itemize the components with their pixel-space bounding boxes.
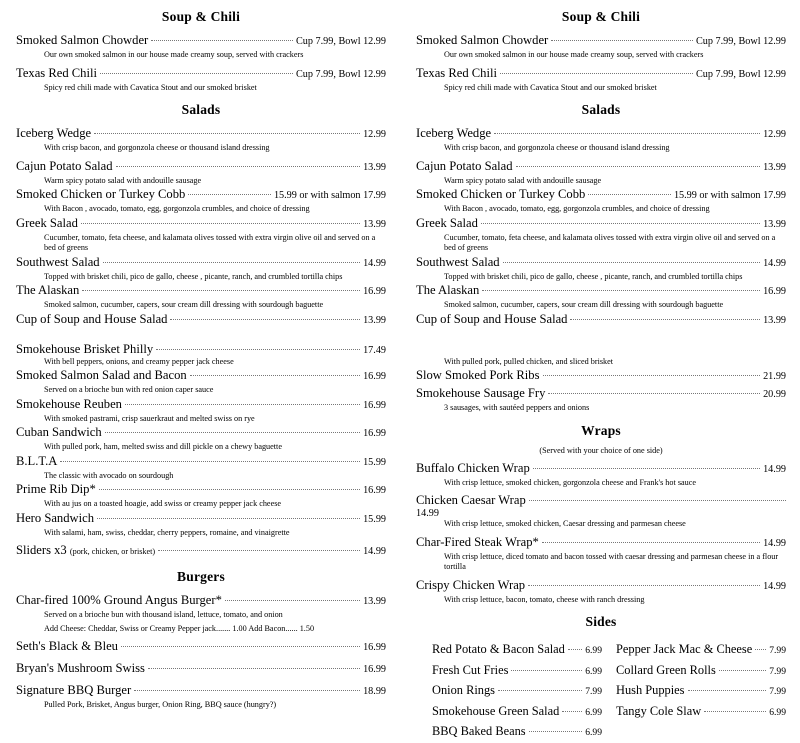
- dot-leader: [81, 222, 360, 224]
- item-name: Cajun Potato Salad: [16, 158, 113, 173]
- item-description: Our own smoked salmon in our house made creamy soup, served with crackers: [44, 50, 304, 59]
- item-name: Southwest Salad: [16, 254, 100, 269]
- section-soup-and-chili-left: [16, 9, 386, 93]
- item-description: With crisp lettuce, smoked chicken, Caesar dressing and parmesan cheese: [444, 519, 686, 528]
- item-name: Char-Fired Steak Wrap*: [416, 534, 539, 549]
- dot-leader: [190, 374, 360, 376]
- side-name: Hush Puppies: [616, 683, 685, 697]
- item-name: Cuban Sandwich: [16, 425, 102, 439]
- item-description: Warm spicy potato salad with andouille sausage: [444, 175, 602, 185]
- side-item[interactable]: [432, 661, 602, 682]
- item-price: Cup 7.99, Bowl 12.99: [296, 36, 386, 47]
- item-description: Cucumber, tomato, feta cheese, and kalamata olives tossed with extra virgin olive oil and served on a bed of greens: [444, 232, 776, 252]
- menu-item[interactable]: [416, 385, 786, 414]
- dot-leader: [482, 289, 760, 291]
- item-name: Cajun Potato Salad: [416, 158, 513, 173]
- dot-leader: [503, 261, 760, 263]
- dot-leader: [125, 403, 360, 405]
- menu-item[interactable]: [416, 158, 786, 187]
- dot-leader: [704, 710, 766, 712]
- dot-leader: [562, 710, 582, 712]
- item-name: Smoked Salmon Chowder: [16, 33, 149, 47]
- dot-leader: [116, 165, 361, 167]
- menu-item[interactable]: [416, 32, 786, 61]
- item-name: Prime Rib Dip*: [16, 482, 96, 496]
- item-name: Bryan's Mushroom Swiss: [16, 661, 145, 675]
- item-description: With crisp lettuce, diced tomato and bacon tossed with caesar dressing and parmesan cheese in a flour tortilla: [444, 551, 779, 571]
- item-description: Our own smoked salmon in our house made creamy soup, served with crackers: [444, 50, 704, 59]
- dot-leader: [529, 499, 786, 501]
- side-item[interactable]: [432, 681, 602, 702]
- item-name: The Alaskan: [416, 283, 480, 297]
- menu-item[interactable]: [416, 254, 786, 283]
- section-burgers: [16, 569, 386, 711]
- dot-leader: [134, 689, 360, 691]
- dot-leader: [755, 648, 766, 650]
- dot-leader: [516, 165, 761, 167]
- menu-item[interactable]: [16, 453, 386, 482]
- item-price: 13.99: [763, 218, 786, 230]
- item-description: With au jus on a toasted hoagie, add swiss or creamy pepper jack cheese: [44, 499, 282, 508]
- section-title: Sides: [585, 614, 617, 629]
- menu-item[interactable]: [16, 282, 386, 311]
- dot-leader: [225, 599, 360, 601]
- item-name: B.L.T.A: [16, 453, 58, 468]
- item-price: 16.99: [763, 286, 786, 297]
- item-name: Char-fired 100% Ground Angus Burger*: [16, 593, 222, 607]
- menu-item[interactable]: [416, 186, 786, 215]
- menu-item[interactable]: [16, 254, 386, 283]
- item-price: 16.99: [363, 399, 386, 411]
- item-name: Greek Salad: [416, 215, 478, 230]
- item-price: 20.99: [763, 389, 786, 400]
- dot-leader: [481, 222, 760, 224]
- section-title: Soup & Chili: [561, 9, 641, 24]
- side-price: 7.99: [769, 686, 786, 697]
- menu-item[interactable]: [16, 396, 386, 425]
- menu-item[interactable]: [16, 660, 386, 678]
- sliders-label: Sliders x3: [16, 543, 67, 557]
- dot-leader: [528, 584, 760, 586]
- side-name: Fresh Cut Fries: [432, 662, 509, 677]
- item-price: 13.99: [763, 314, 786, 326]
- item-price: 16.99: [363, 428, 386, 439]
- section-sides: [416, 614, 786, 743]
- dot-leader: [151, 39, 293, 41]
- side-item[interactable]: [432, 722, 602, 743]
- side-name: BBQ Baked Beans: [432, 724, 526, 738]
- item-description: With pulled pork, ham, melted swiss and dill pickle on a chewy baguette: [44, 442, 282, 451]
- section-soup-and-chili-right: [416, 9, 786, 93]
- item-name: Smokehouse Sausage Fry: [416, 386, 546, 400]
- side-item[interactable]: [616, 640, 786, 661]
- item-name: Southwest Salad: [416, 254, 500, 269]
- item-price: Cup 7.99, Bowl 12.99: [696, 36, 786, 47]
- item-description: With smoked pastrami, crisp sauerkraut and melted swiss on rye: [44, 413, 255, 423]
- item-name: Iceberg Wedge: [416, 126, 492, 140]
- item-price: 12.99: [363, 129, 386, 140]
- menu-item[interactable]: [16, 32, 386, 61]
- item-price: 16.99: [363, 642, 386, 653]
- item-name: Texas Red Chili: [416, 65, 497, 80]
- menu-item[interactable]: [416, 367, 786, 385]
- item-description: Warm spicy potato salad with andouille sausage: [44, 175, 202, 185]
- item-description: Pulled Pork, Brisket, Angus burger, Onion Ring, BBQ sauce (hungry?): [44, 700, 277, 709]
- item-description: Spicy red chili made with Cavatica Stout and our smoked brisket: [44, 82, 257, 92]
- menu-item[interactable]: [416, 65, 786, 94]
- item-name: Smokehouse Reuben: [16, 396, 122, 411]
- section-title: Burgers: [177, 569, 225, 584]
- item-name: Smoked Chicken or Turkey Cobb: [16, 187, 186, 201]
- menu-item[interactable]: [16, 311, 386, 329]
- item-description: With crisp bacon, and gorgonzola cheese or thousand island dressing: [44, 143, 270, 152]
- menu-item[interactable]: [16, 510, 386, 539]
- side-item[interactable]: [432, 702, 602, 723]
- menu-item[interactable]: [16, 682, 386, 711]
- item-description: Topped with brisket chili, pico de gallo, cheese , picante, ranch, and crumbled tortilla chips: [44, 271, 343, 281]
- side-name: Collard Green Rolls: [616, 662, 716, 677]
- menu-item[interactable]: [416, 215, 786, 254]
- item-name: Iceberg Wedge: [16, 126, 92, 140]
- dot-leader: [158, 549, 360, 551]
- dot-leader: [105, 431, 360, 433]
- item-description: With salami, ham, swiss, cheddar, cherry peppers, romaine, and vinaigrette: [44, 527, 290, 537]
- item-price: 13.99: [363, 161, 386, 173]
- section-sandwiches-left: [16, 341, 386, 561]
- item-price: Cup 7.99, Bowl 12.99: [296, 68, 386, 80]
- side-price: 7.99: [585, 686, 602, 697]
- item-description: Smoked salmon, cucumber, capers, sour cream dill dressing with sourdough baguette: [44, 300, 324, 309]
- sides-column-two: [616, 640, 786, 743]
- menu-item[interactable]: [16, 638, 386, 656]
- menu-item[interactable]: [16, 215, 386, 254]
- side-price: 6.99: [585, 706, 602, 718]
- item-name: Buffalo Chicken Wrap: [416, 460, 530, 475]
- dot-leader: [60, 460, 360, 462]
- item-name: Cup of Soup and House Salad: [16, 311, 168, 326]
- dot-leader: [148, 667, 360, 669]
- item-price: 16.99: [363, 485, 386, 496]
- dot-leader: [188, 193, 271, 195]
- item-description: Served on a brioche bun with red onion caper sauce: [44, 385, 214, 394]
- side-price: 6.99: [585, 727, 602, 738]
- item-price: 16.99: [363, 371, 386, 382]
- item-price: 14.99: [763, 580, 786, 592]
- menu-item[interactable]: [16, 367, 386, 396]
- item-price: 13.99: [763, 161, 786, 173]
- side-name: Smokehouse Green Salad: [432, 703, 560, 718]
- item-description: Cucumber, tomato, feta cheese, and kalamata olives tossed with extra virgin olive oil and served on a bed of greens: [44, 232, 376, 252]
- section-note: (Served with your choice of one side): [539, 445, 663, 455]
- item-name: Smokehouse Brisket Philly: [16, 341, 154, 356]
- dot-leader: [533, 467, 760, 469]
- item-name: Smoked Salmon Salad and Bacon: [16, 368, 187, 382]
- item-description: The classic with avocado on sourdough: [44, 470, 174, 480]
- item-price: 13.99: [363, 596, 386, 607]
- menu-item[interactable]: [416, 460, 786, 489]
- menu-item[interactable]: [16, 158, 386, 187]
- item-price: 14.99: [416, 508, 439, 519]
- item-name: Cup of Soup and House Salad: [416, 311, 568, 326]
- side-price: 6.99: [769, 706, 786, 718]
- dot-leader: [100, 72, 293, 74]
- dot-leader: [94, 132, 360, 134]
- dot-leader: [156, 348, 360, 350]
- item-price: 14.99: [763, 463, 786, 475]
- menu-item[interactable]: [16, 424, 386, 453]
- item-price: 21.99: [763, 371, 786, 382]
- section-salads-left: [16, 102, 386, 329]
- item-price: 15.99: [363, 513, 386, 525]
- menu-item-clipped[interactable]: [16, 341, 386, 357]
- dot-leader: [511, 669, 582, 671]
- dot-leader: [570, 318, 760, 320]
- item-description: With crisp bacon, and gorgonzola cheese or thousand island dressing: [444, 143, 670, 152]
- item-name: Chicken Caesar Wrap: [416, 493, 526, 507]
- dot-leader: [568, 648, 582, 650]
- menu-item[interactable]: [16, 125, 386, 154]
- item-addons: Add Cheese: Cheddar, Swiss or Creamy Pepper jack....... 1.00 Add Bacon...... 1.50: [44, 623, 315, 633]
- item-price: 15.99: [363, 456, 386, 468]
- item-name: Signature BBQ Burger: [16, 683, 132, 697]
- item-price: 14.99: [763, 257, 786, 269]
- dot-leader: [121, 645, 360, 647]
- item-description: Served on a brioche bun with thousand island, lettuce, tomato, and onion: [44, 610, 283, 619]
- menu-item[interactable]: [416, 492, 786, 530]
- section-title: Salads: [181, 102, 221, 117]
- item-description: With crisp lettuce, bacon, tomato, cheese with ranch dressing: [444, 594, 645, 604]
- item-description: With bell peppers, onions, and creamy pepper jack cheese: [44, 356, 234, 366]
- section-title: Wraps: [581, 422, 621, 438]
- dot-leader: [99, 488, 360, 490]
- item-description: 3 sausages, with sautéed peppers and onions: [444, 403, 590, 412]
- side-price: 7.99: [769, 645, 786, 656]
- side-item[interactable]: [616, 681, 786, 702]
- dot-leader: [494, 132, 760, 134]
- item-price: 13.99: [363, 314, 386, 326]
- dot-leader: [548, 392, 760, 394]
- menu-item-sliders[interactable]: [16, 542, 386, 560]
- section-smokehouse-right: [416, 357, 786, 414]
- item-price: 18.99: [363, 686, 386, 697]
- item-description: With crisp lettuce, smoked chicken, gorgonzola cheese and Frank's hot sauce: [444, 477, 696, 487]
- item-name: Smoked Salmon Chowder: [416, 33, 549, 47]
- side-item[interactable]: [432, 640, 602, 661]
- item-name: Greek Salad: [16, 215, 78, 230]
- item-price: 15.99 or with salmon 17.99: [273, 190, 386, 201]
- item-name: Texas Red Chili: [16, 65, 97, 80]
- menu-item[interactable]: [416, 311, 786, 329]
- item-price: 16.99: [363, 286, 386, 297]
- menu-column-right: [400, 0, 800, 738]
- item-price: Cup 7.99, Bowl 12.99: [696, 68, 786, 80]
- item-description: Spicy red chili made with Cavatica Stout and our smoked brisket: [444, 82, 657, 92]
- sides-column-one: [432, 640, 602, 743]
- dot-leader: [500, 72, 693, 74]
- item-price: 12.99: [763, 129, 786, 140]
- menu-item[interactable]: [16, 186, 386, 215]
- item-description: With Bacon , avocado, tomato, egg, gorgonzola crumbles, and choice of dressing: [444, 204, 710, 213]
- item-name: [16, 542, 158, 560]
- item-name: Seth's Black & Bleu: [16, 639, 118, 653]
- menu-item[interactable]: [16, 65, 386, 94]
- dot-leader: [170, 318, 360, 320]
- item-price: 16.99: [363, 664, 386, 675]
- side-price: 6.99: [585, 665, 602, 677]
- item-name: Slow Smoked Pork Ribs: [416, 368, 540, 382]
- item-price: 14.99: [363, 257, 386, 269]
- side-name: Pepper Jack Mac & Cheese: [616, 642, 753, 656]
- section-salads-right: [416, 102, 786, 329]
- item-name: Crispy Chicken Wrap: [416, 577, 526, 592]
- menu-item[interactable]: [416, 125, 786, 154]
- item-name: The Alaskan: [16, 283, 80, 297]
- side-price: 6.99: [585, 645, 602, 656]
- dot-leader: [97, 517, 360, 519]
- menu-column-left: [0, 0, 400, 709]
- item-name: Hero Sandwich: [16, 510, 94, 525]
- menu-item[interactable]: [416, 577, 786, 606]
- section-title: Salads: [581, 102, 621, 117]
- dot-leader: [688, 689, 767, 691]
- dot-leader: [542, 541, 760, 543]
- section-wraps: [416, 423, 786, 606]
- orphan-description: With pulled pork, pulled chicken, and sliced brisket: [444, 356, 614, 366]
- side-item[interactable]: [616, 702, 786, 723]
- dot-leader: [551, 39, 693, 41]
- item-description: With Bacon , avocado, tomato, egg, gorgonzola crumbles, and choice of dressing: [44, 204, 310, 213]
- section-title: Soup & Chili: [161, 9, 241, 24]
- side-name: Red Potato & Bacon Salad: [432, 642, 565, 656]
- item-name: Smoked Chicken or Turkey Cobb: [416, 187, 586, 201]
- item-description: Topped with brisket chili, pico de gallo, cheese , picante, ranch, and crumbled tortilla chips: [444, 271, 743, 281]
- dot-leader: [103, 261, 360, 263]
- dot-leader: [529, 730, 583, 732]
- side-name: Tangy Cole Slaw: [616, 703, 702, 718]
- item-price: 15.99 or with salmon 17.99: [673, 190, 786, 201]
- item-price: 17.49: [363, 344, 386, 356]
- side-price: 7.99: [769, 665, 786, 677]
- side-item[interactable]: [616, 661, 786, 682]
- dot-leader: [82, 289, 360, 291]
- item-price: 13.99: [363, 218, 386, 230]
- item-description: Smoked salmon, cucumber, capers, sour cream dill dressing with sourdough baguette: [444, 300, 724, 309]
- menu-item[interactable]: [416, 282, 786, 311]
- sliders-qualifier: (pork, chicken, or brisket): [69, 547, 156, 556]
- dot-leader: [719, 669, 766, 671]
- menu-item[interactable]: [416, 534, 786, 573]
- item-price: 14.99: [763, 537, 786, 549]
- dot-leader: [588, 193, 671, 195]
- item-price: 14.99: [363, 546, 386, 557]
- dot-leader: [543, 374, 761, 376]
- menu-item[interactable]: [16, 481, 386, 510]
- menu-item[interactable]: [16, 592, 386, 634]
- side-name: Onion Rings: [432, 683, 495, 697]
- dot-leader: [498, 689, 582, 691]
